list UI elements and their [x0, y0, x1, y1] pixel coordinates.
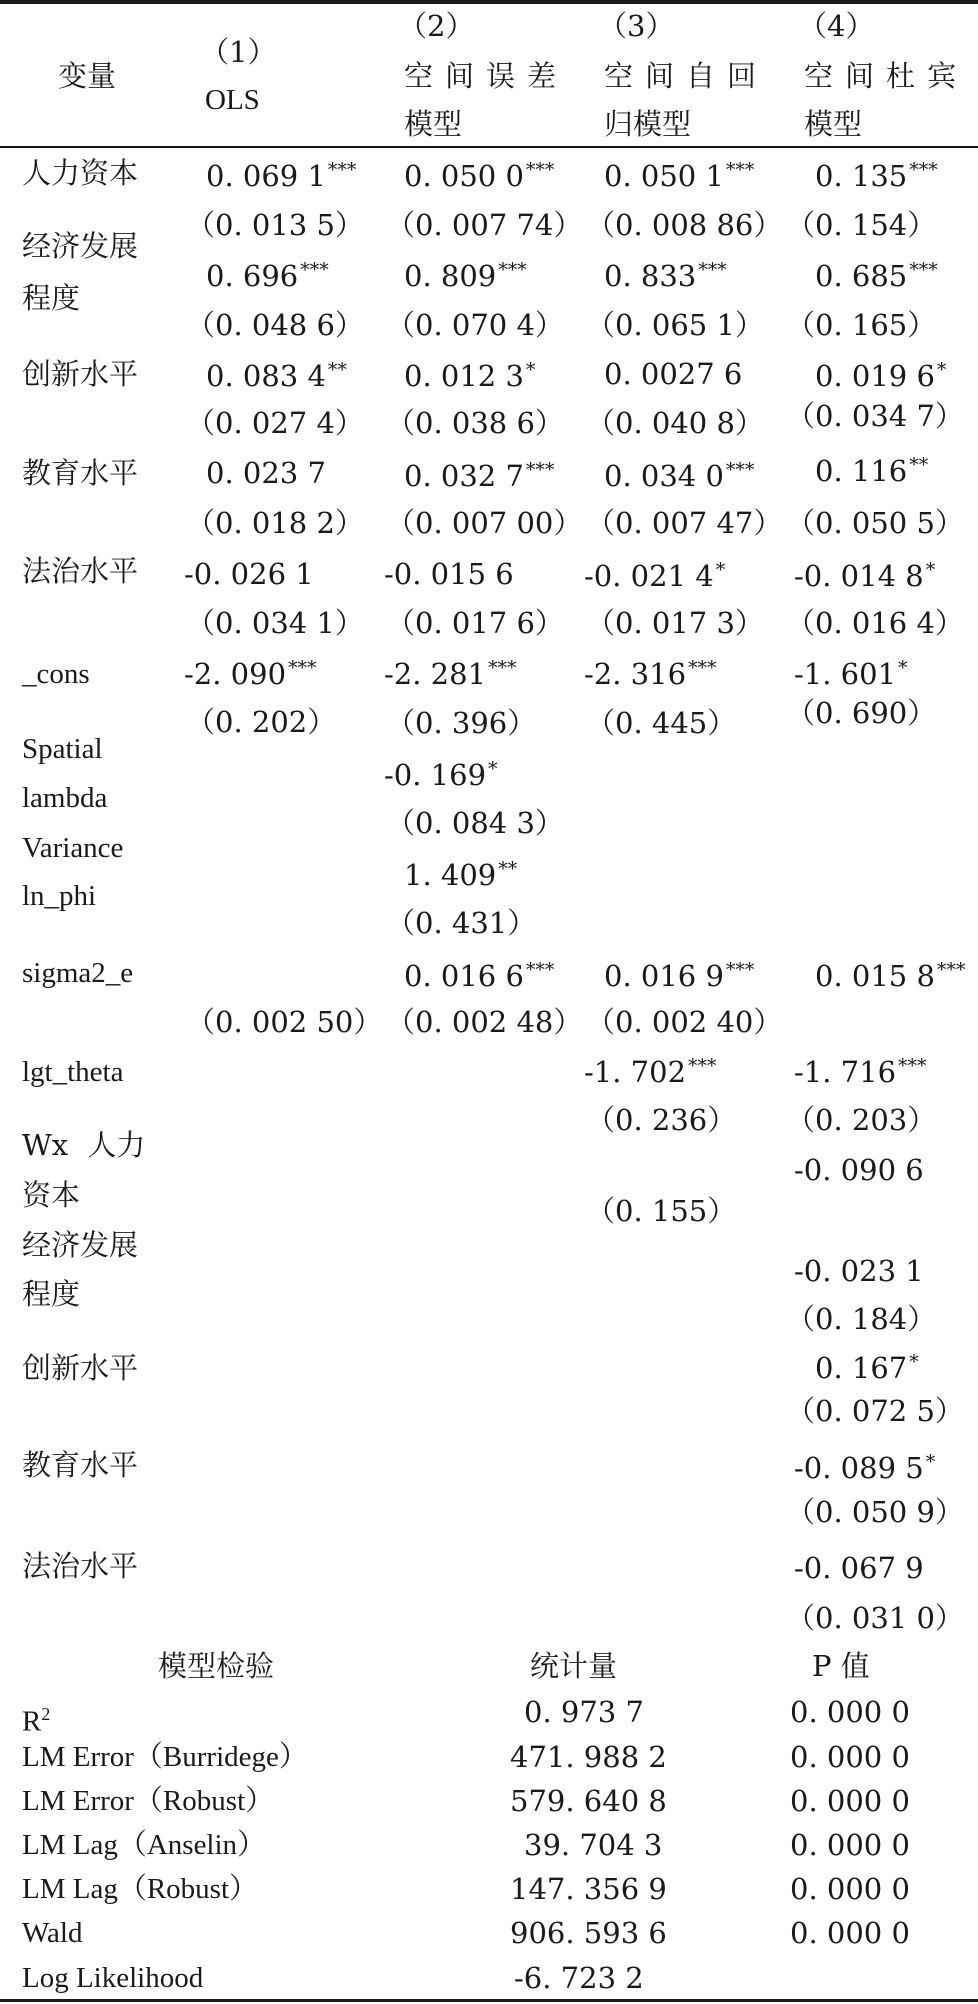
cell-coef: -2. 281 *** — [384, 657, 517, 691]
bottom-rule — [0, 1999, 978, 2002]
cell-coef: 0. 685 *** — [815, 259, 938, 293]
cell-se: （0. 002 40） — [586, 1005, 783, 1039]
row-label-variance: Variance — [22, 832, 124, 864]
cell-se: （0. 017 3） — [586, 606, 764, 640]
test-name: $R^2$ — [22, 1704, 51, 1738]
cell-coef: 0. 012 3 * — [404, 359, 536, 393]
row-label-wx-edu: 教育水平 — [22, 1448, 139, 1482]
test-name: LM Lag（Anselin） — [22, 1829, 267, 1861]
cell-se: （0. 050 9） — [786, 1495, 964, 1529]
cell-se: （0. 017 6） — [386, 606, 564, 640]
cell-coef: 0. 034 0 *** — [604, 459, 755, 493]
header-c3-l1: 空间自回 — [604, 59, 769, 93]
cell-coef: 0. 016 9 *** — [604, 959, 755, 993]
cell-coef: 0. 050 0 *** — [404, 159, 555, 193]
cell-coef: -0. 089 5 * — [794, 1451, 936, 1485]
cell-coef: -0. 021 4 * — [584, 559, 726, 593]
test-name: LM Error（Burridege） — [22, 1741, 308, 1773]
test-name: LM Lag（Robust） — [22, 1873, 259, 1905]
cell-se: （0. 007 74） — [386, 208, 583, 242]
cell-coef: 0. 023 7 — [206, 456, 326, 490]
cell-se: （0. 072 5） — [786, 1394, 964, 1428]
test-p: 0. 000 0 — [790, 1740, 910, 1774]
header-c1-name: OLS — [205, 84, 260, 116]
cell-coef: 0. 069 1 *** — [206, 159, 357, 193]
cell-se: （0. 007 47） — [586, 506, 783, 540]
tests-header-p: P 值 — [812, 1649, 870, 1683]
cell-coef: -0. 169 * — [384, 758, 498, 792]
cell-coef: 0. 696 *** — [206, 259, 329, 293]
cell-coef: -0. 090 6 — [794, 1153, 924, 1187]
cell-se: （0. 065 1） — [586, 308, 764, 342]
cell-se: （0. 431） — [386, 906, 537, 940]
header-variable: 变量 — [58, 59, 117, 93]
cell-se: （0. 184） — [786, 1302, 937, 1336]
cell-coef: -0. 023 1 — [794, 1254, 924, 1288]
row-label-wx-econ: 经济发展 — [22, 1228, 139, 1262]
header-c3-l2: 归模型 — [604, 107, 692, 141]
cell-coef: -1. 716 *** — [794, 1055, 927, 1089]
header-c2-l2: 模型 — [404, 107, 463, 141]
cell-se: （0. 690） — [786, 696, 937, 730]
row-label-cons: _cons — [22, 658, 90, 690]
header-c3-num: （3） — [598, 9, 675, 43]
cell-se: （0. 048 6） — [186, 308, 364, 342]
cell-se: （0. 031 0） — [786, 1601, 964, 1635]
cell-se: （0. 002 48） — [386, 1005, 583, 1039]
cell-coef: 0. 116 ** — [815, 454, 929, 488]
row-label-lambda: lambda — [22, 782, 108, 814]
test-p: 0. 000 0 — [790, 1828, 910, 1862]
header-c4-l2: 模型 — [804, 107, 863, 141]
test-stat: 39. 704 3 — [524, 1828, 663, 1862]
test-stat: 0. 973 7 — [524, 1695, 644, 1729]
cell-coef: 0. 016 6 *** — [404, 959, 555, 993]
header-rule — [0, 146, 978, 148]
cell-coef: 0. 083 4 ** — [206, 359, 347, 393]
cell-se: （0. 034 7） — [786, 399, 964, 433]
cell-coef: -2. 090 *** — [184, 657, 317, 691]
cell-se: （0. 034 1） — [186, 606, 364, 640]
row-label-wx-human: Wx 人力 — [22, 1128, 146, 1162]
tests-header-name: 模型检验 — [158, 1649, 275, 1683]
test-p: 0. 000 0 — [790, 1695, 910, 1729]
cell-se: （0. 155） — [586, 1194, 737, 1228]
row-label-education: 教育水平 — [22, 456, 139, 490]
cell-coef: -0. 015 6 — [384, 557, 514, 591]
test-name: Log Likelihood — [22, 1962, 204, 1994]
row-label-sigma2: sigma2_e — [22, 957, 134, 989]
header-c2-num: （2） — [398, 9, 475, 43]
row-label-lgt-theta: lgt_theta — [22, 1056, 124, 1088]
cell-se: （0. 008 86） — [586, 208, 783, 242]
test-p: 0. 000 0 — [790, 1784, 910, 1818]
cell-coef: 0. 0027 6 — [604, 357, 743, 391]
cell-coef: 0. 809 *** — [404, 259, 527, 293]
cell-se: （0. 016 4） — [786, 606, 964, 640]
cell-coef: 0. 135 *** — [815, 159, 938, 193]
header-c4-num: （4） — [798, 9, 875, 43]
test-stat: 471. 988 2 — [510, 1740, 667, 1774]
cell-se: （0. 084 3） — [386, 806, 564, 840]
tests-header-stat: 统计量 — [530, 1649, 618, 1683]
row-label-wx-innov: 创新水平 — [22, 1351, 139, 1385]
cell-coef: -0. 026 1 — [184, 557, 314, 591]
test-p: 0. 000 0 — [790, 1872, 910, 1906]
header-c1-num: （1） — [200, 35, 277, 69]
cell-coef: 0. 050 1 *** — [604, 159, 755, 193]
cell-coef: 1. 409 ** — [404, 858, 518, 892]
row-label-economic-dev: 经济发展 — [22, 229, 139, 263]
cell-se: （0. 154） — [786, 208, 937, 242]
row-label-human-capital: 人力资本 — [22, 156, 139, 190]
cell-coef: -1. 601 * — [794, 657, 908, 691]
header-c2-l1: 空间误差 — [404, 59, 569, 93]
cell-se: （0. 027 4） — [186, 406, 364, 440]
test-stat: -6. 723 2 — [514, 1961, 644, 1995]
cell-coef: -0. 067 9 — [794, 1551, 924, 1585]
test-name: Wald — [22, 1917, 83, 1949]
top-rule — [0, 0, 978, 4]
row-label-ln-phi: ln_phi — [22, 880, 97, 912]
cell-se: （0. 202） — [186, 705, 337, 739]
cell-se: （0. 038 6） — [386, 406, 564, 440]
header-c4-l1: 空间杜宾 — [804, 59, 969, 93]
test-p: 0. 000 0 — [790, 1916, 910, 1950]
row-label-economic-dev-2: 程度 — [22, 281, 81, 315]
cell-se: （0. 040 8） — [586, 406, 764, 440]
cell-se: （0. 007 00） — [386, 506, 583, 540]
cell-coef: -0. 014 8 * — [794, 559, 936, 593]
test-name: LM Error（Robust） — [22, 1785, 275, 1817]
cell-se: （0. 013 5） — [186, 208, 364, 242]
cell-se: （0. 070 4） — [386, 308, 564, 342]
cell-se: （0. 236） — [586, 1103, 737, 1137]
cell-se: （0. 203） — [786, 1103, 937, 1137]
test-stat: 579. 640 8 — [510, 1784, 667, 1818]
cell-coef: -1. 702 *** — [584, 1055, 717, 1089]
cell-se: （0. 165） — [786, 308, 937, 342]
cell-se: （0. 002 50） — [186, 1005, 383, 1039]
cell-coef: 0. 019 6 * — [815, 359, 947, 393]
cell-se: （0. 396） — [386, 706, 537, 740]
test-stat: 906. 593 6 — [510, 1916, 667, 1950]
cell-se: （0. 445） — [586, 706, 737, 740]
row-label-rule-of-law: 法治水平 — [22, 554, 139, 588]
cell-coef: -2. 316 *** — [584, 657, 717, 691]
cell-coef: 0. 833 *** — [604, 259, 727, 293]
test-stat: 147. 356 9 — [510, 1872, 667, 1906]
cell-se: （0. 050 5） — [786, 506, 964, 540]
cell-coef: 0. 015 8 *** — [815, 959, 966, 993]
row-label-wx-econ-2: 程度 — [22, 1277, 81, 1311]
row-label-wx-law: 法治水平 — [22, 1549, 139, 1583]
cell-se: （0. 018 2） — [186, 506, 364, 540]
row-label-innovation: 创新水平 — [22, 357, 139, 391]
cell-coef: 0. 167 * — [815, 1351, 919, 1385]
row-label-wx-human-2: 资本 — [22, 1178, 81, 1212]
row-label-spatial: Spatial — [22, 733, 103, 765]
cell-coef: 0. 032 7 *** — [404, 459, 555, 493]
